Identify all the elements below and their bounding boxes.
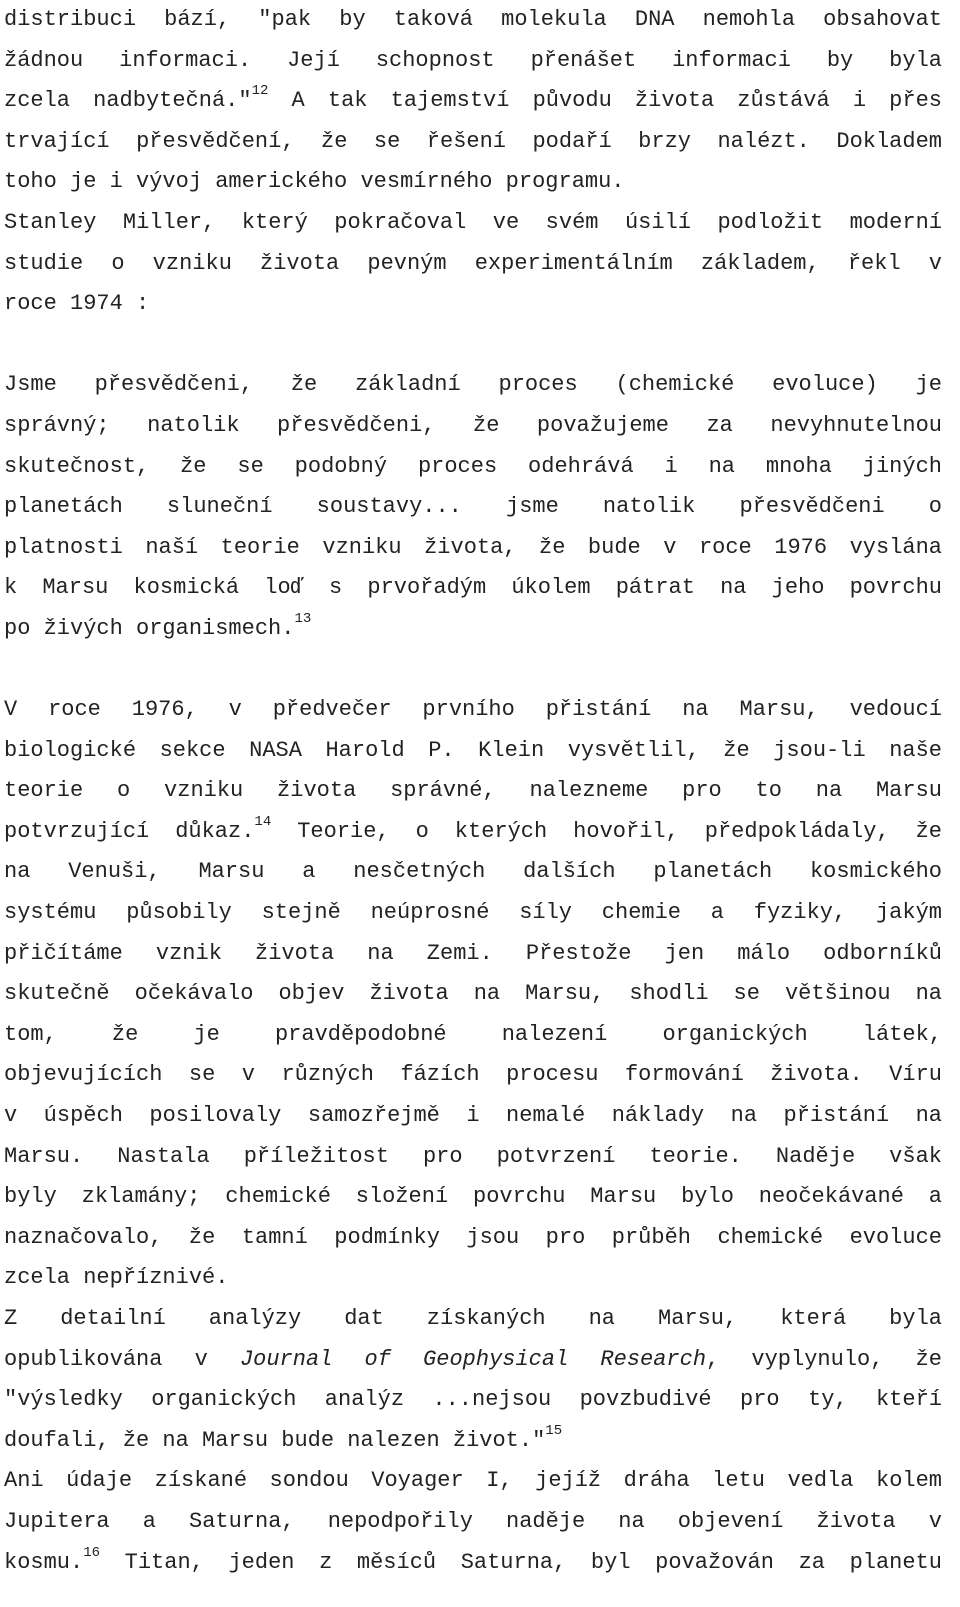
text-line: trvající přesvědčení, že se řešení podaří brzy nalézt. Dokladem xyxy=(4,128,942,154)
text-line: po živých organismech.$^{13}$ xyxy=(4,610,312,641)
text-line: toho je i vývoj amerického vesmírného programu. xyxy=(4,169,625,195)
text-line: potvrzující důkaz.$^{14}$ Teorie, o kterých hovořil, předpokládaly, že xyxy=(4,813,942,844)
footnote-ref: 13 xyxy=(294,610,312,627)
text-line: planetách sluneční soustavy... jsme natolik přesvědčeni o xyxy=(4,494,942,520)
text-line: Marsu. Nastala příležitost pro potvrzení teorie. Naděje však xyxy=(4,1143,942,1169)
text-line: biologické sekce NASA Harold P. Klein vysvětlil, že jsou-li naše xyxy=(4,737,942,763)
paragraph-voyager xyxy=(4,1461,942,1583)
text-line: tom, že je pravděpodobné nalezení organických látek, xyxy=(4,1021,942,1047)
text-line: zcela nadbytečná."$^{12}$ A tak tajemství původu života zůstává i přes xyxy=(4,83,942,114)
text-line: byly zklamány; chemické složení povrchu Marsu bylo neočekávané a xyxy=(4,1184,942,1210)
text-line: k Marsu kosmická loď s prvořadým úkolem pátrat na jeho povrchu xyxy=(4,575,942,601)
text-line: Z detailní analýzy dat získaných na Marsu, která byla xyxy=(4,1306,942,1331)
text-line: Jsme přesvědčeni, že základní proces (chemické evoluce) je xyxy=(4,372,942,398)
paragraph-analysis xyxy=(4,1299,942,1461)
text-line: opublikována v Journal of Geophysical Research, vyplynulo, že xyxy=(4,1346,942,1372)
text-line: V roce 1976, v předvečer prvního přistání na Marsu, vedoucí xyxy=(4,697,942,723)
paragraph-mars xyxy=(4,690,942,1299)
paragraph-gap xyxy=(4,650,942,691)
text-line: doufali, že na Marsu bude nalezen život."$^{15}$ xyxy=(4,1422,563,1453)
quote-miller xyxy=(4,365,942,649)
text-line: žádnou informaci. Její schopnost přenášet informaci by byla xyxy=(4,47,942,73)
text-line: přičítáme vznik života na Zemi. Přestože jen málo odborníků xyxy=(4,940,942,966)
text-line: zcela nepříznivé. xyxy=(4,1265,229,1291)
text-line: Ani údaje získané sondou Voyager I, jejíž dráha letu vedla kolem xyxy=(4,1468,942,1494)
text-line: na Venuši, Marsu a nesčetných dalších planetách kosmického xyxy=(4,859,942,885)
footnote-ref: 12 xyxy=(251,83,269,100)
paragraph-gap xyxy=(4,325,942,366)
journal-title: Journal of Geophysical Research xyxy=(239,1346,707,1372)
text-line: roce 1974 : xyxy=(4,291,150,317)
text-line: naznačovalo, že tamní podmínky jsou pro průběh chemické evoluce xyxy=(4,1224,942,1250)
footnote-ref: 16 xyxy=(83,1544,101,1561)
text-line: "výsledky organických analýz ...nejsou povzbudivé pro ty, kteří xyxy=(4,1387,942,1413)
paragraph-intro xyxy=(4,0,942,325)
document-page xyxy=(4,0,942,1583)
footnote-ref: 15 xyxy=(545,1422,563,1439)
text-line: teorie o vzniku života správné, nalezneme pro to na Marsu xyxy=(4,778,942,804)
text-line: objevujících se v různých fázích procesu formování života. Víru xyxy=(4,1062,942,1088)
text-line: skutečně očekávalo objev života na Marsu, shodli se většinou na xyxy=(4,981,942,1007)
text-line: Jupitera a Saturna, nepodpořily naděje na objevení života v xyxy=(4,1508,942,1534)
text-line: studie o vzniku života pevným experimentálním základem, řekl v xyxy=(4,250,942,276)
text-line: správný; natolik přesvědčeni, že považujeme za nevyhnutelnou xyxy=(4,412,942,438)
text-line: Stanley Miller, který pokračoval ve svém úsilí podložit moderní xyxy=(4,209,942,235)
footnote-ref: 14 xyxy=(254,813,272,830)
text-line: kosmu.$^{16}$ Titan, jeden z měsíců Saturna, byl považován za planetu xyxy=(4,1544,942,1575)
text-line: v úspěch posilovaly samozřejmě i nemalé náklady na přistání na xyxy=(4,1103,942,1129)
text-line: distribuci bází, "pak by taková molekula DNA nemohla obsahovat xyxy=(4,7,942,32)
text-line: systému působily stejně neúprosné síly chemie a fyziky, jakým xyxy=(4,900,942,926)
text-line: platnosti naší teorie vzniku života, že bude v roce 1976 vyslána xyxy=(4,534,942,560)
text-line: skutečnost, že se podobný proces odehrává i na mnoha jiných xyxy=(4,453,942,479)
